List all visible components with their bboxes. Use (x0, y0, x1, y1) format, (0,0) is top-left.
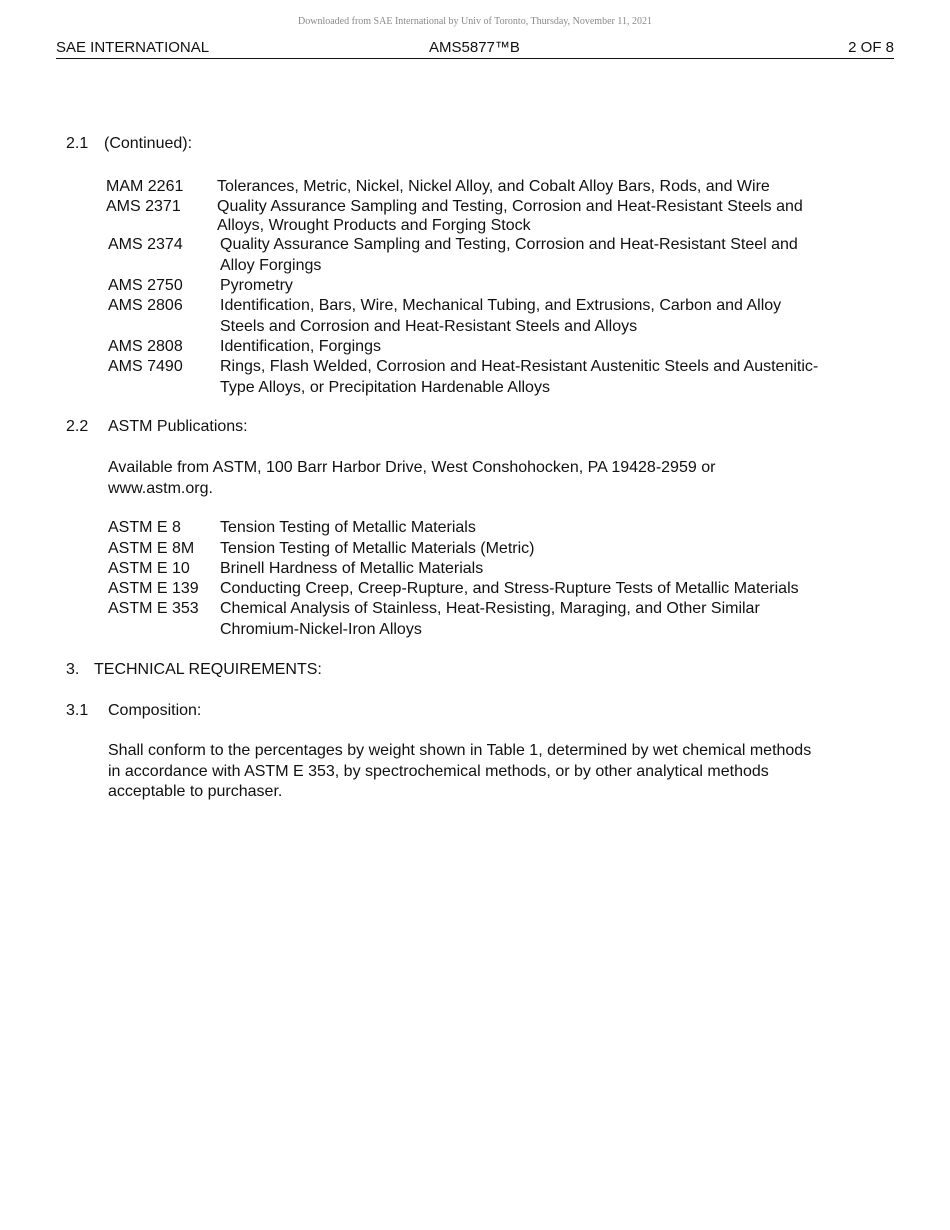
reference-code: ASTM E 8 (108, 519, 181, 536)
reference-code: AMS 2371 (106, 198, 181, 215)
paragraph-line: in accordance with ASTM E 353, by spectrochemical methods, or by other analytical methods (108, 763, 769, 780)
section-number: 2.1 (66, 135, 89, 152)
header-page-number: 2 OF 8 (848, 39, 894, 56)
reference-title: Conducting Creep, Creep-Rupture, and Stress-Rupture Tests of Metallic Materials (220, 580, 799, 597)
reference-title: Quality Assurance Sampling and Testing, Corrosion and Heat-Resistant Steels and (217, 198, 803, 215)
reference-title: Tension Testing of Metallic Materials (220, 519, 476, 536)
page-header (56, 38, 894, 59)
reference-title: Tolerances, Metric, Nickel, Nickel Alloy, and Cobalt Alloy Bars, Rods, and Wire (217, 178, 770, 195)
section-number: 3. (66, 661, 80, 678)
reference-title: Tension Testing of Metallic Materials (Metric) (220, 540, 535, 557)
reference-title: Alloys, Wrought Products and Forging Stock (217, 217, 531, 234)
reference-code: AMS 2806 (108, 297, 183, 314)
section-title: (Continued): (104, 135, 193, 152)
download-note: Downloaded from SAE International by Univ of Toronto, Thursday, November 11, 2021 (298, 16, 652, 27)
reference-title: Steels and Corrosion and Heat-Resistant Steels and Alloys (220, 318, 638, 335)
reference-code: MAM 2261 (106, 178, 184, 195)
section-title: ASTM Publications: (108, 418, 248, 435)
header-document-id: AMS5877™B (429, 39, 520, 56)
reference-title: Brinell Hardness of Metallic Materials (220, 560, 484, 577)
reference-title: Identification, Forgings (220, 338, 381, 355)
reference-title: Alloy Forgings (220, 257, 322, 274)
reference-title: Quality Assurance Sampling and Testing, Corrosion and Heat-Resistant Steel and (220, 236, 798, 253)
paragraph-line: Shall conform to the percentages by weight shown in Table 1, determined by wet chemical methods (108, 742, 812, 759)
reference-title: Chromium-Nickel-Iron Alloys (220, 621, 422, 638)
reference-title: Pyrometry (220, 277, 293, 294)
section-number: 3.1 (66, 702, 89, 719)
section-title: Composition: (108, 702, 202, 719)
reference-code: ASTM E 139 (108, 580, 199, 597)
reference-code: AMS 7490 (108, 358, 183, 375)
reference-code: ASTM E 8M (108, 540, 195, 557)
reference-title: Type Alloys, or Precipitation Hardenable Alloys (220, 379, 550, 396)
reference-title: Identification, Bars, Wire, Mechanical Tubing, and Extrusions, Carbon and Alloy (220, 297, 782, 314)
section-title: TECHNICAL REQUIREMENTS: (94, 661, 322, 678)
reference-title: Chemical Analysis of Stainless, Heat-Resisting, Maraging, and Other Similar (220, 600, 760, 617)
reference-code: ASTM E 353 (108, 600, 199, 617)
reference-title: Rings, Flash Welded, Corrosion and Heat-Resistant Austenitic Steels and Austenitic- (220, 358, 819, 375)
reference-code: AMS 2808 (108, 338, 183, 355)
paragraph-line: Available from ASTM, 100 Barr Harbor Drive, West Conshohocken, PA 19428-2959 or (108, 459, 716, 476)
reference-code: AMS 2750 (108, 277, 183, 294)
header-publisher: SAE INTERNATIONAL (56, 39, 210, 56)
reference-code: ASTM E 10 (108, 560, 190, 577)
paragraph-line: acceptable to purchaser. (108, 783, 283, 800)
section-number: 2.2 (66, 418, 89, 435)
reference-code: AMS 2374 (108, 236, 183, 253)
paragraph-line: www.astm.org. (108, 480, 213, 497)
